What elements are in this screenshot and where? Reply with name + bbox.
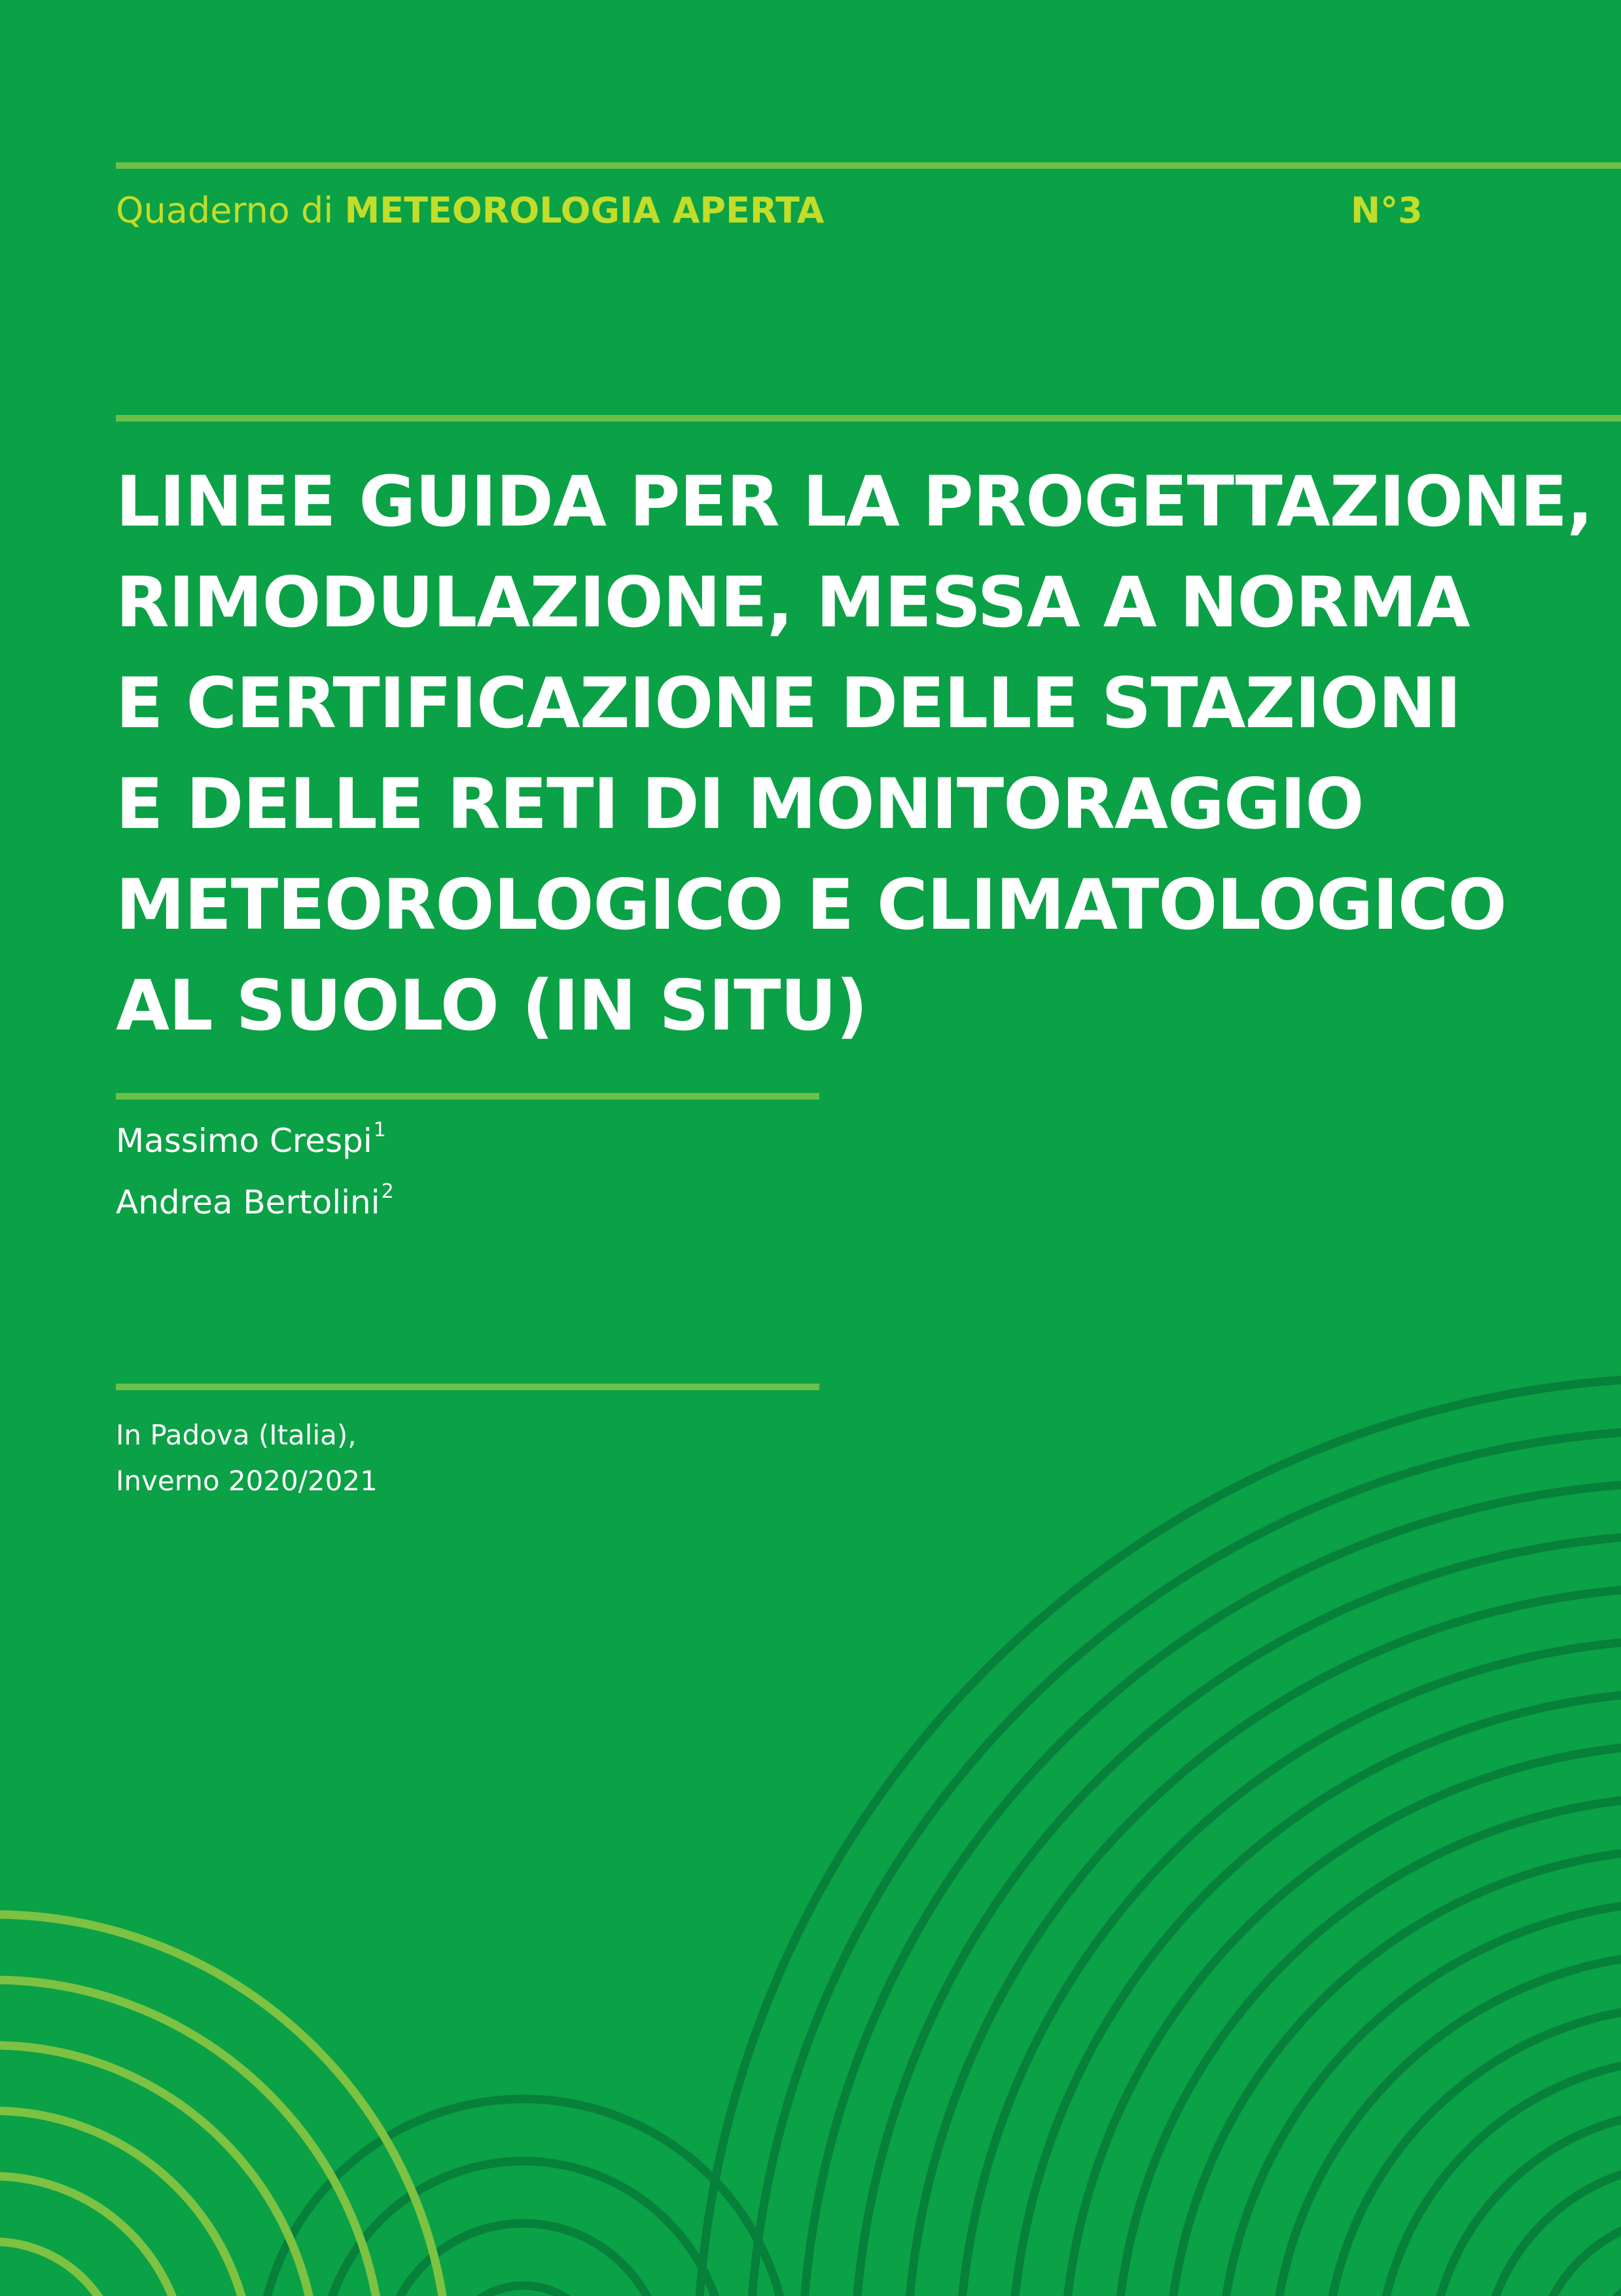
publication-info <box>116 1412 378 1504</box>
concentric-arcs-light-icon <box>0 1914 448 2296</box>
author-name: Andrea Bertolini <box>116 1183 380 1221</box>
author-affiliation: 1 <box>373 1119 386 1141</box>
author-list <box>116 1121 394 1244</box>
series-name: METEOROLOGIA APERTA <box>344 190 825 231</box>
title-top-rule <box>116 415 1621 422</box>
author <box>116 1182 394 1219</box>
concentric-arcs-dark-icon <box>258 1378 1621 2296</box>
series-prefix: Quaderno di <box>116 190 345 231</box>
issue-number: N°3 <box>1351 190 1423 231</box>
series-title <box>116 190 824 232</box>
publication-place: In Padova (Italia), <box>116 1419 357 1451</box>
publication-top-rule <box>116 1384 819 1390</box>
title-line: METEOROLOGICO E CLIMATOLOGICO <box>116 865 1506 945</box>
publication-date: Inverno 2020/2021 <box>116 1465 378 1497</box>
author-affiliation: 2 <box>381 1180 394 1203</box>
document-title <box>116 452 1593 1056</box>
title-line: RIMODULAZIONE, MESSA A NORMA <box>116 562 1470 643</box>
author <box>116 1119 394 1160</box>
title-line: E DELLE RETI DI MONITORAGGIO <box>116 764 1364 844</box>
header-top-rule <box>116 162 1621 169</box>
title-line: E CERTIFICAZIONE DELLE STAZIONI <box>116 663 1461 744</box>
authors-top-rule <box>116 1093 819 1100</box>
title-line: AL SUOLO (IN SITU) <box>116 965 867 1046</box>
author-name: Massimo Crespi <box>116 1122 372 1160</box>
title-line: LINEE GUIDA PER LA PROGETTAZIONE, <box>116 461 1593 542</box>
